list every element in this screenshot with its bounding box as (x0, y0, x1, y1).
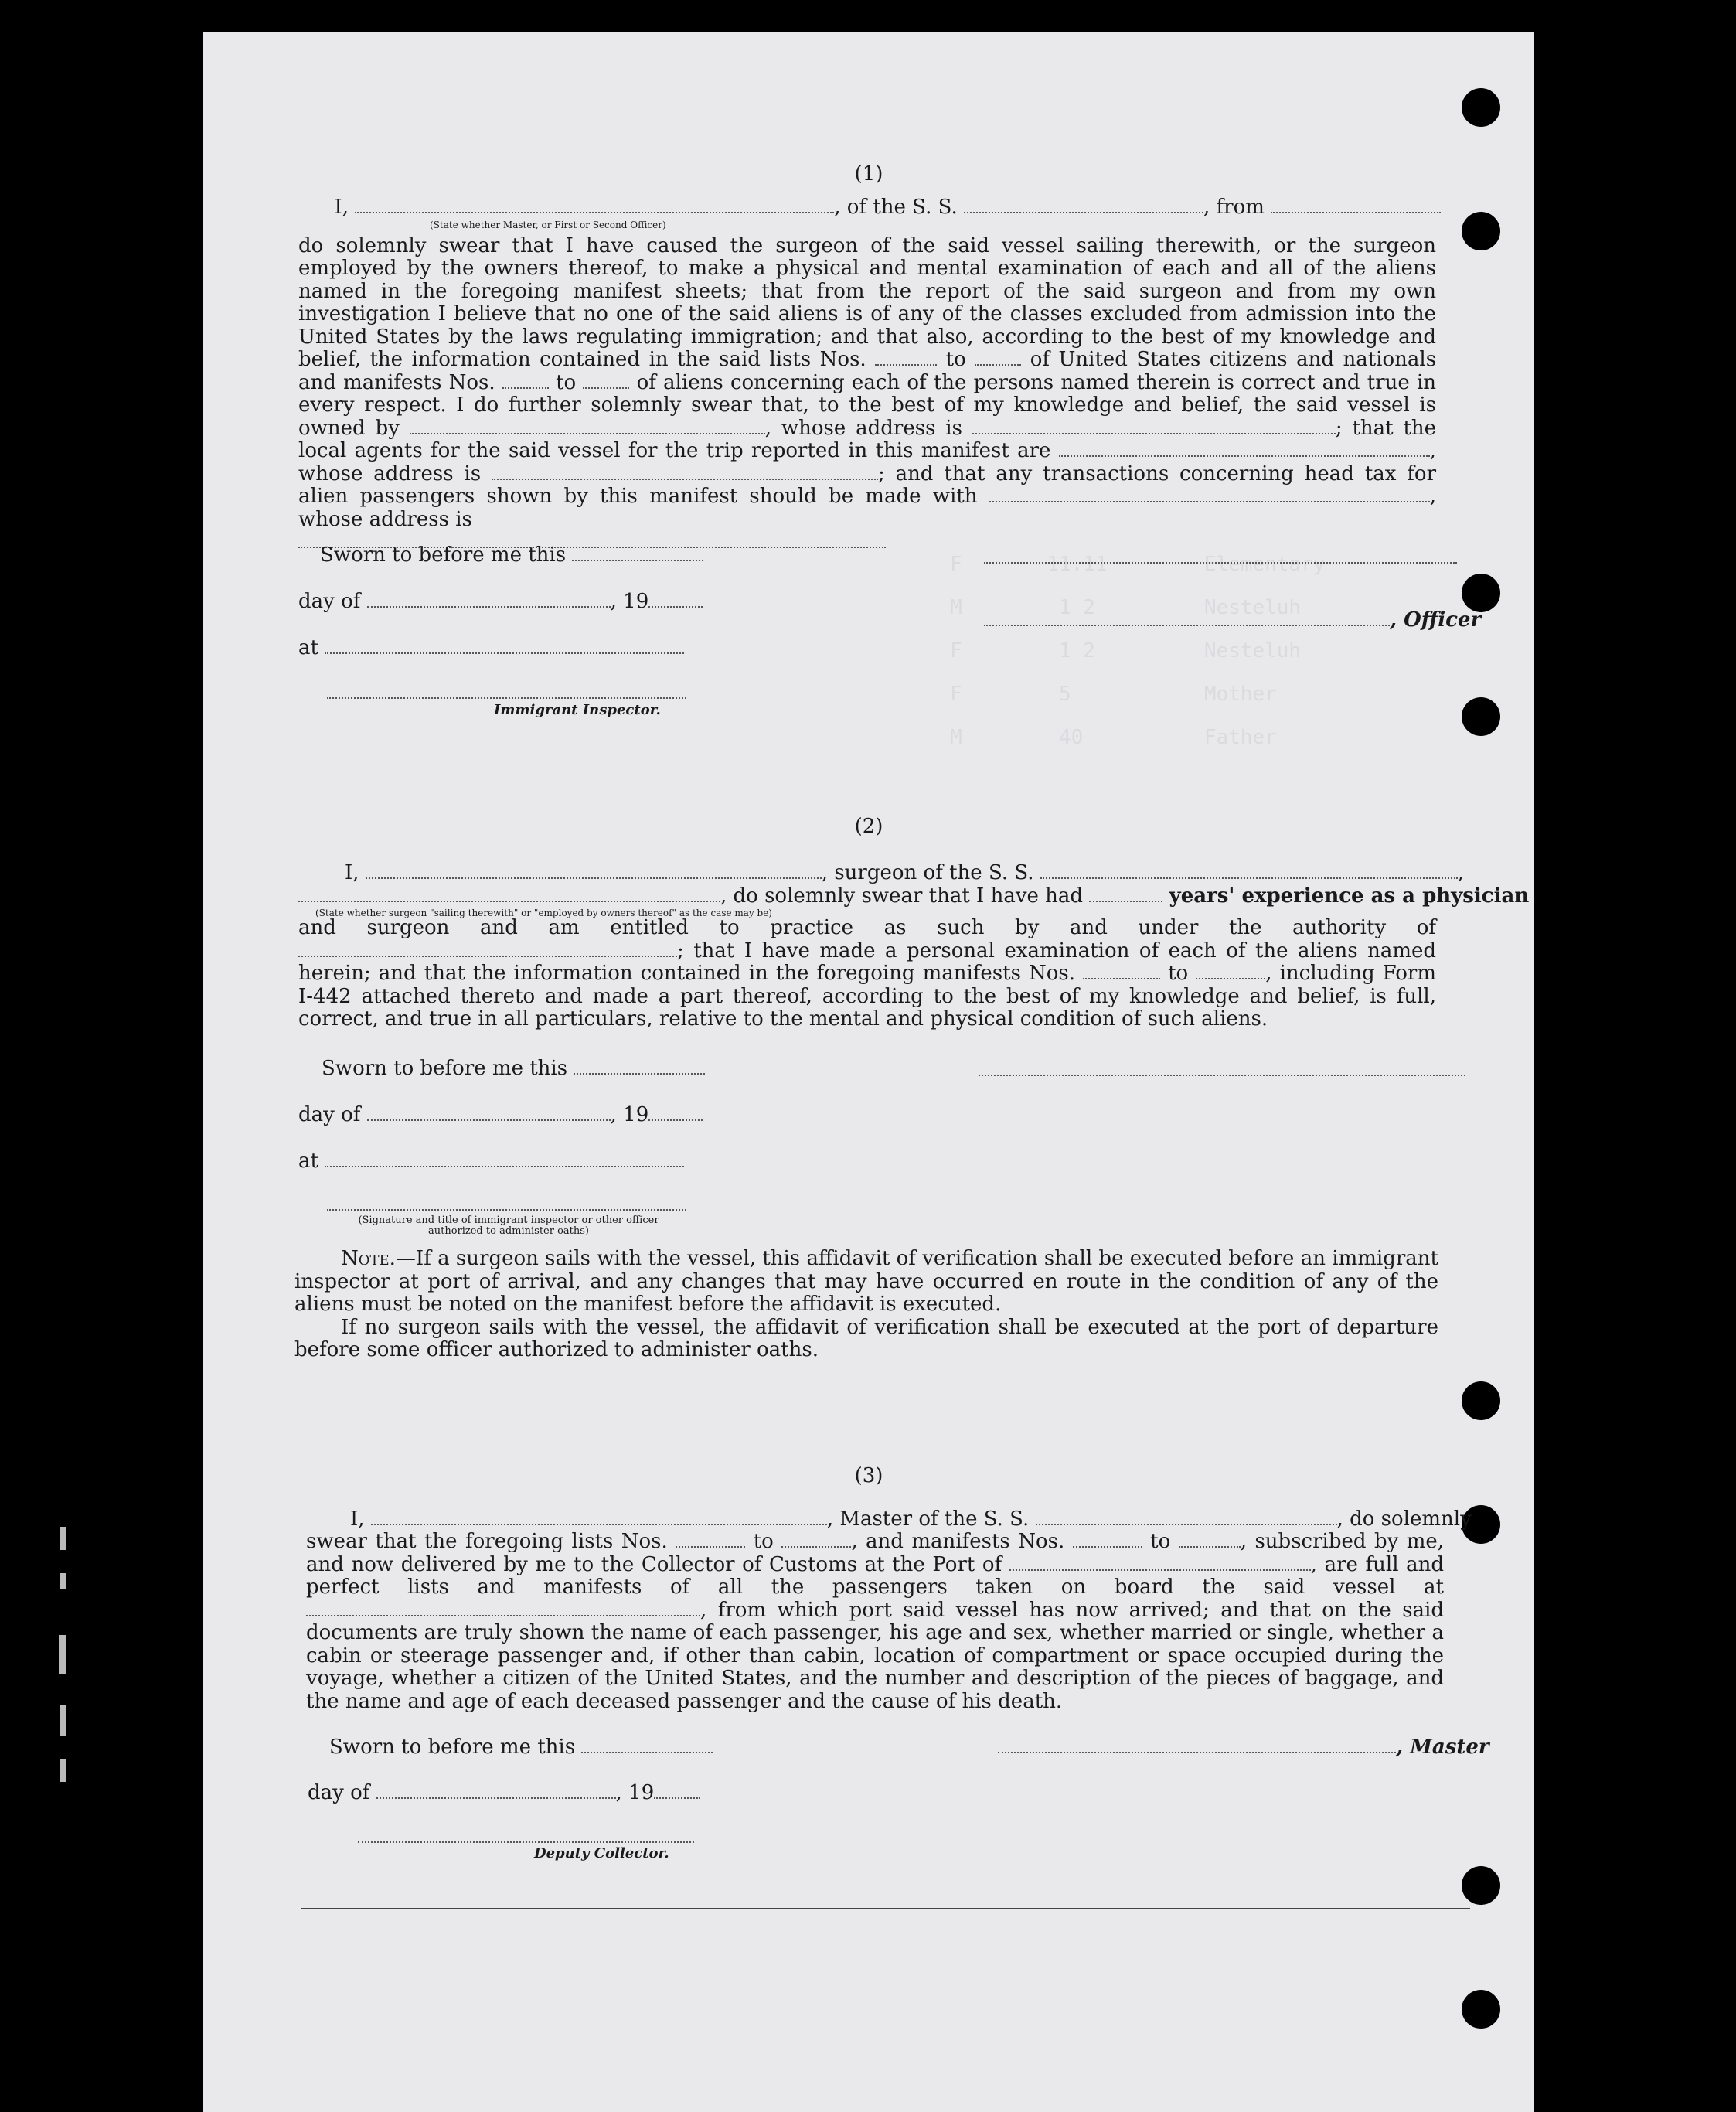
punch-hole (1462, 1990, 1500, 2029)
section-3-number: (3) (854, 1464, 883, 1487)
bleed-through-text: F 11.11 Elementary M 1 2 Nesteluh F 1 2 Nesteluh F 5 Mother M 40 Father (950, 553, 1326, 749)
punch-hole (1462, 1866, 1500, 1905)
section-1-inspector-line (327, 697, 686, 699)
section-1-paragraph: do solemnly swear that I have caused the surgeon of the said vessel sailing therewith, or the surgeon employed by the owners thereof, to make a physical and mental examination of each and all of the aliens named in the foregoing manifest sheets; that from the report of the said surgeon and from my own investigation I believe that no one of the said aliens is of any of the classes excluded from admission into the United States by the laws regulating immigration; and that also, according to the best of my knowledge and belief, the information contained in the said lists Nos. to of United States citizens and nationals and manifests Nos. to of aliens concerning each of the persons named therein is correct and true in every respect. I do further solemnly swear that, to the best of my knowledge and belief, the said vessel is owned by , whose address is ; that the local agents for the said vessel for the trip reported in this manifest are , whose address is ; and that any transactions concerning head tax for alien passengers shown by this manifest should be made with , whose address is (298, 233, 1437, 531)
section-1-at: at (298, 636, 684, 659)
section-1-inspector-caption: Immigrant Inspector. (494, 702, 661, 718)
section-2-surgeon-note: (State whether surgeon "sailing therewith" or "employed by owners thereof" as the case may be) (315, 908, 772, 918)
punch-hole (1462, 574, 1500, 612)
section-3-line-1: I, , Master of the S. S. , do solemnly (350, 1507, 1472, 1531)
section-2-note: Note.—If a surgeon sails with the vessel, this affidavit of verification shall be executed before an immigrant inspector at port of arrival, and any changes that may have occurred en route in the condition of any of the aliens must be noted on the manifest before the affidavit is executed. If no surgeon sails with the vessel, the affidavit of verification shall be executed at the port of departure before some officer authorized to administer oaths. (294, 1247, 1438, 1361)
section-2-signature-line (979, 1075, 1465, 1076)
section-2-at: at (298, 1150, 684, 1173)
document-page (203, 32, 1534, 2112)
punch-hole (1462, 697, 1500, 736)
punch-hole (1462, 212, 1500, 250)
punch-hole (1462, 1381, 1500, 1420)
section-2-number: (2) (854, 815, 883, 838)
section-2-inspector-line (327, 1209, 686, 1211)
section-1-officer-signature: , Officer (984, 608, 1481, 632)
section-1-day-of: day of , 19 (298, 590, 703, 613)
section-1-line-1: I, , of the S. S. , from (298, 196, 1436, 220)
punch-hole (1462, 88, 1500, 127)
section-1-sworn: Sworn to before me this (320, 543, 703, 567)
section-2-body: and surgeon and am entitled to practice as such by and under the authority of ; that I have made a personal examination of each of the aliens named herein; and that the information contained in the foregoing manifests Nos. to , including Form I-442 attached thereto and made a part thereof, according to the best of my knowledge and belief, is full, correct, and true in all particulars, relative to the mental and physical condition of such aliens. (298, 916, 1437, 1030)
section-2-day-of: day of , 19 (298, 1103, 703, 1126)
section-2-signature-caption: (Signature and title of immigrant inspector or other officer authorized to administer oaths) (358, 1214, 659, 1237)
section-2-sworn: Sworn to before me this (322, 1057, 705, 1080)
bottom-rule (301, 1908, 1470, 1909)
section-3-collector-line (358, 1841, 694, 1843)
scan-artifact-marks (56, 1527, 71, 1790)
section-1-officer-line-upper (984, 562, 1457, 564)
section-1-number: (1) (854, 162, 883, 186)
section-2-line-1: I, , surgeon of the S. S. , (345, 861, 1465, 884)
section-1-officer-note: (State whether Master, or First or Second Officer) (430, 219, 666, 230)
section-3-day-of: day of , 19 (308, 1781, 700, 1804)
section-3-master-signature: , Master (998, 1736, 1489, 1759)
section-3-sworn: Sworn to before me this (329, 1736, 713, 1759)
section-2-line-2: , do solemnly swear that I have had years' experience as a physician (298, 884, 1529, 908)
section-3-collector-caption: Deputy Collector. (534, 1845, 669, 1862)
section-1-body (298, 196, 1436, 554)
section-3-body: swear that the foregoing lists Nos. to , and manifests Nos. to , subscribed by me, and now delivered by me to the Collector of Customs at the Port of , are full and perfect lists and manifests of all the passengers taken on board the said vessel at , from which port said vessel has now arrived; and that on the said documents are truly shown the name of each passenger, his age and sex, whether married or single, whether a cabin or steerage passenger and, if other than cabin, location of compartment or space occupied during the voyage, whether a citizen of the United States, and the number and description of the pieces of baggage, and the name and age of each deceased passenger and the cause of his death. (306, 1530, 1445, 1713)
